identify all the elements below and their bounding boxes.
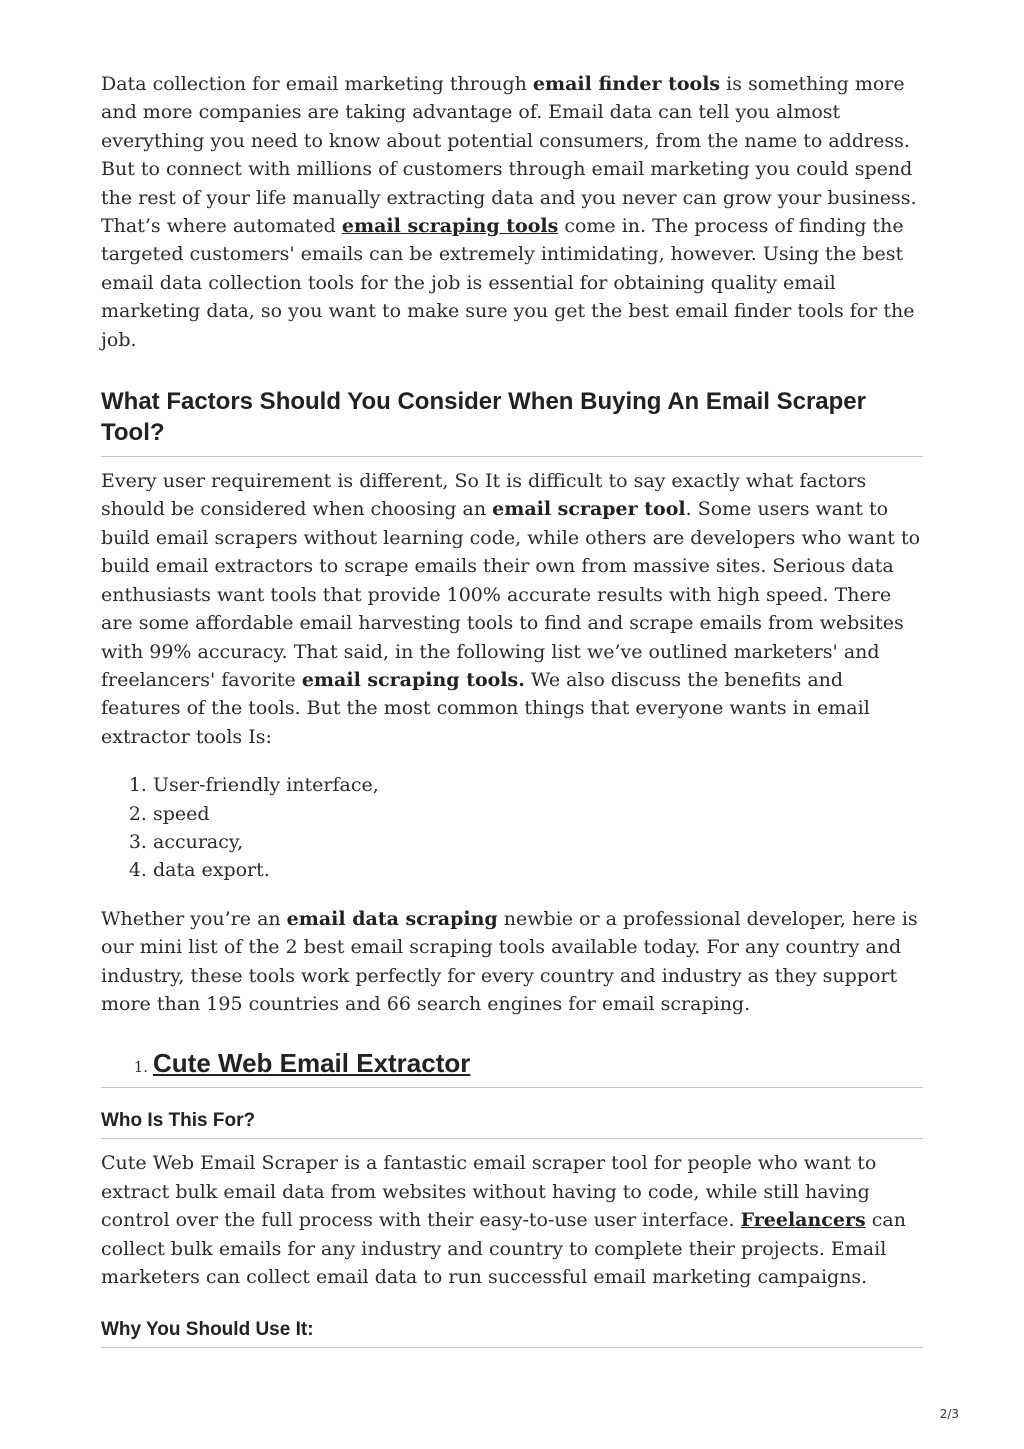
intro-text-1: Data collection for email marketing through — [101, 73, 533, 95]
why-use-it-heading: Why You Should Use It: — [101, 1319, 923, 1348]
intro-bold-email-finder-tools: email finder tools — [532, 73, 721, 95]
who-paragraph — [101, 1149, 923, 1291]
intro-text-3: come in. The process of finding the targeted customers' emails can be extremely intimidating, however. Using the best email data collection tools for the job is essential for obtaining quality email marketing data, so you want to make sure you get the best email finder tools for the job. — [101, 215, 915, 351]
intro-paragraph — [101, 70, 923, 354]
who-is-this-for-heading: Who Is This For? — [101, 1110, 923, 1139]
whether-paragraph — [101, 905, 923, 1019]
list-item: 4. data export. — [153, 856, 923, 884]
who-text-1: Cute Web Email Scraper is a fantastic email scraper tool for people who want to extract bulk email data from websites without having to code, while still having control over the full process with their easy-to-use user interface. — [101, 1152, 877, 1232]
list-item: 1. User-friendly interface, — [153, 771, 923, 799]
whether-text-2: newbie or a professional developer, here is our mini list of the 2 best email scraping tools available today. For any country and industry, these tools work perfectly for every country and industry as they support more than 195 countries and 66 search engines for email scraping. — [101, 907, 918, 1015]
tool1-number: 1. — [133, 1058, 148, 1077]
factors-text-3: We also discuss the benefits and features of the tools. But the most common things that everyone wants in email extractor tools Is: — [101, 668, 870, 748]
factors-text-1: Every user requirement is different, So It is difficult to say exactly what factors should be considered when choosing an — [101, 470, 867, 521]
factors-bold-email-scraping-tools: email scraping tools. — [301, 668, 525, 691]
list-item: 2. speed — [153, 800, 923, 828]
freelancers-link[interactable]: Freelancers — [740, 1209, 866, 1232]
tool1-heading — [101, 1048, 923, 1088]
factors-text-2: . Some users want to build email scrapers without learning code, while others are developers who want to build email extractors to scrape emails their own from massive sites. Serious data enthusiasts want tools that provide 100% accurate results with high speed. There are some affordable email harvesting tools to find and scrape emails from websites with 99% accuracy. That said, in the following list we’ve outlined marketers' and freelancers' favorite — [101, 498, 921, 691]
document-page — [101, 70, 923, 1348]
whether-text-1: Whether you’re an — [101, 907, 287, 930]
email-scraping-tools-link[interactable]: email scraping tools — [341, 215, 559, 238]
factors-paragraph — [101, 467, 923, 751]
whether-bold-email-data-scraping: email data scraping — [286, 907, 498, 930]
factors-heading: What Factors Should You Consider When Buying An Email Scraper Tool? — [101, 386, 923, 457]
page-number: 2/3 — [939, 1407, 959, 1421]
intro-text-2: is something more and more companies are taking advantage of. Email data can tell you almost everything you need to know about potential consumers, from the name to address. But to connect with millions of customers through email marketing you could spend the rest of your life manually extracting data and you never can grow your business. That’s where automated — [101, 73, 917, 238]
list-item: 3. accuracy, — [153, 828, 923, 856]
who-text-2: can collect bulk emails for any industry and country to complete their projects. Email marketers can collect email data to run successful email marketing campaigns. — [101, 1209, 906, 1288]
features-list — [101, 771, 923, 885]
factors-bold-email-scraper-tool: email scraper tool — [492, 498, 686, 521]
cute-web-email-extractor-link[interactable]: Cute Web Email Extractor — [153, 1048, 471, 1079]
